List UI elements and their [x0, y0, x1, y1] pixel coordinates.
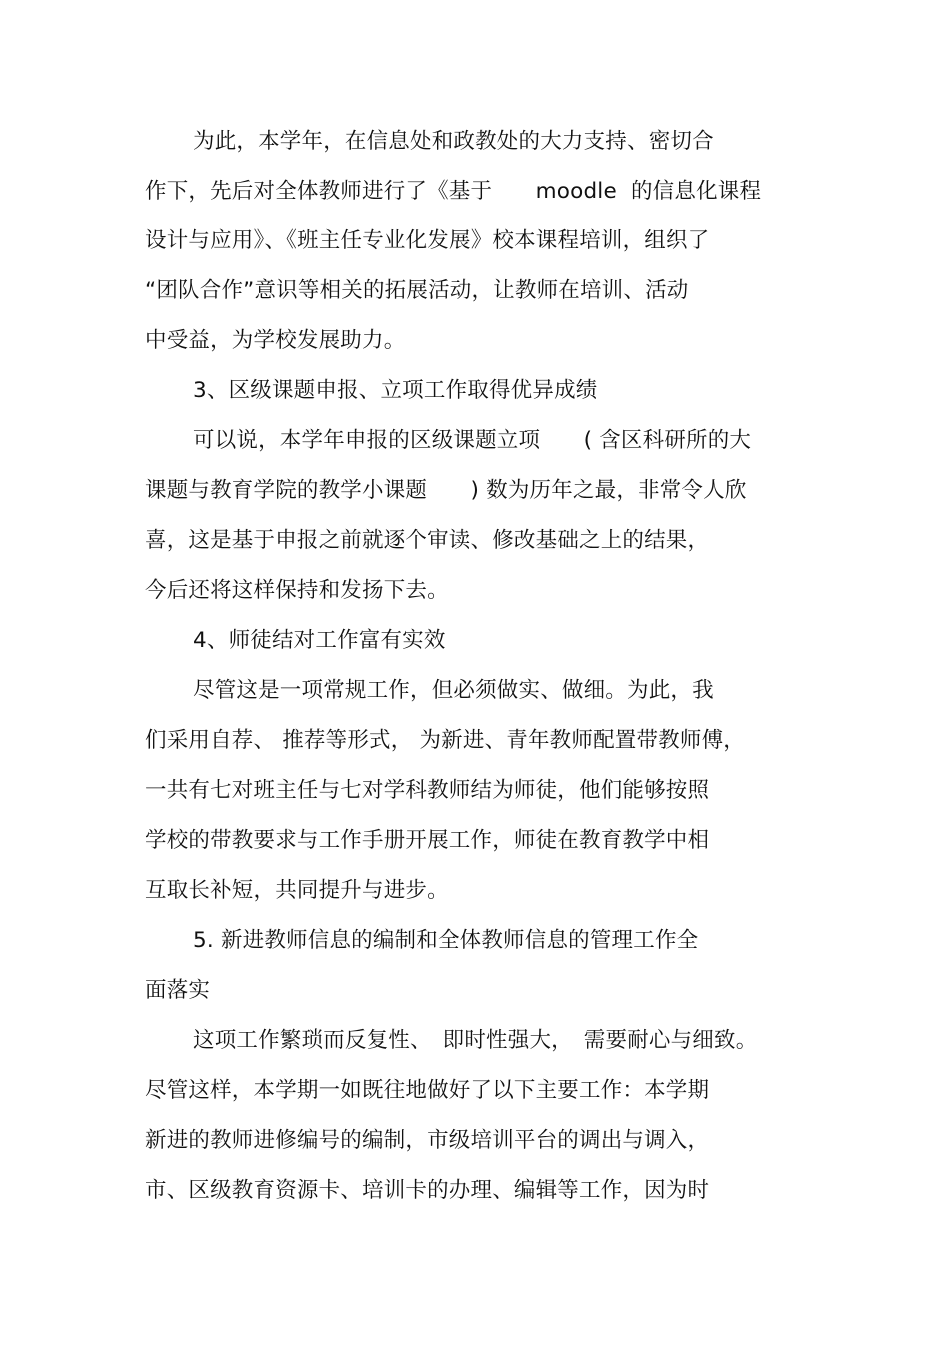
paragraph-line: 作下，先后对全体教师进行了《基于 moodle 的信息化课程	[145, 179, 762, 204]
paragraph-line: 尽管这是一项常规工作，但必须做实、做细。为此，我	[193, 678, 714, 703]
paragraph-line: 这项工作繁琐而反复性、 即时性强大， 需要耐心与细致。	[193, 1028, 758, 1053]
section-heading: 4、师徒结对工作富有实效	[193, 628, 446, 653]
paragraph-line: 一共有七对班主任与七对学科教师结为师徒，他们能够按照	[145, 778, 710, 803]
paragraph-line: 市、区级教育资源卡、培训卡的办理、编辑等工作，因为时	[145, 1178, 710, 1203]
paragraph-line: 尽管这样，本学期一如既往地做好了以下主要工作：本学期	[145, 1078, 710, 1103]
paragraph-line: 新进的教师进修编号的编制，市级培训平台的调出与调入，	[145, 1128, 710, 1153]
paragraph-line: 中受益，为学校发展助力。	[145, 328, 406, 353]
paragraph-line: 课题与教育学院的教学小课题 ) 数为历年之最，非常令人欣	[145, 478, 747, 503]
paragraph-line: 学校的带教要求与工作手册开展工作，师徒在教育教学中相	[145, 828, 710, 853]
section-heading: 3、区级课题申报、立项工作取得优异成绩	[193, 378, 598, 403]
paragraph-line: 喜，这是基于申报之前就逐个审读、修改基础之上的结果，	[145, 528, 710, 553]
paragraph-line: “团队合作”意识等相关的拓展活动，让教师在培训、活动	[145, 278, 689, 303]
section-heading-continued: 面落实	[145, 978, 211, 1003]
paragraph-line: 今后还将这样保持和发扬下去。	[145, 578, 449, 603]
paragraph-line: 们采用自荐、 推荐等形式， 为新进、青年教师配置带教师傅，	[145, 728, 745, 753]
paragraph-line: 为此，本学年，在信息处和政教处的大力支持、密切合	[193, 129, 714, 154]
paragraph-line: 互取长补短，共同提升与进步。	[145, 878, 449, 903]
paragraph-line: 设计与应用》、《班主任专业化发展》校本课程培训，组织了	[145, 228, 710, 253]
paragraph-line: 可以说，本学年申报的区级课题立项 ( 含区科研所的大	[193, 428, 752, 453]
section-heading: 5. 新进教师信息的编制和全体教师信息的管理工作全	[193, 928, 699, 953]
